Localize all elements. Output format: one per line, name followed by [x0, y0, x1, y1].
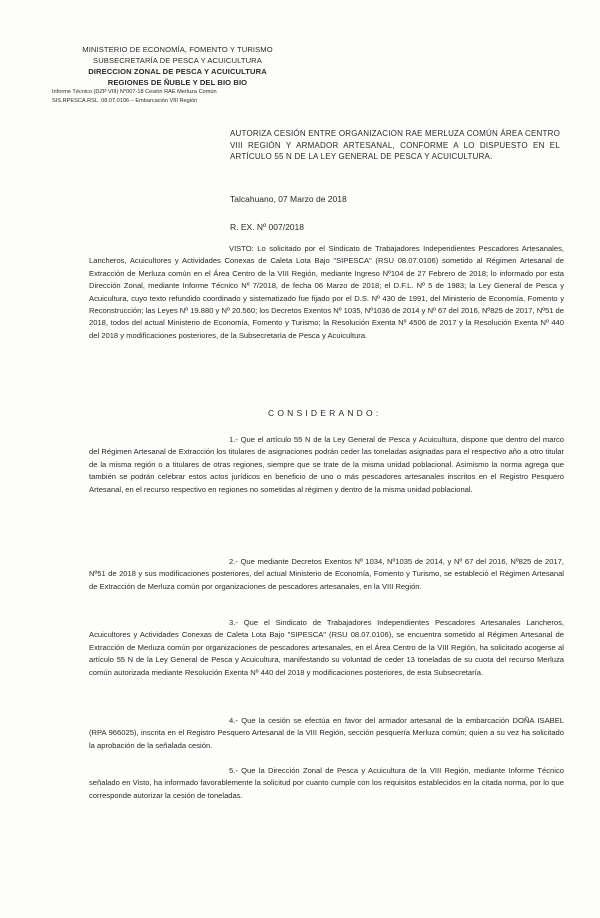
directorate-line: DIRECCION ZONAL DE PESCA Y ACUICULTURA [88, 67, 267, 76]
considerando-paragraph-4: 4.- Que la cesión se efectúa en favor del armador artesanal de la embarcación DOÑA ISABEL (RPA 966025), inscrita en el Registro Pesquero Artesanal de la VIII Región, sección pesquería Merluza común; quien a su vez ha solicitado la aprobación de la señalada cesión. [89, 716, 564, 750]
visto-label: VISTO: [229, 244, 254, 253]
registry-reference: SIS.RPESCA.RSL. 08.07.0106 – Embarcación VIII Región [52, 97, 198, 104]
visto-paragraph [89, 243, 564, 342]
resolution-subject: AUTORIZA CESIÓN ENTRE ORGANIZACION RAE MERLUZA COMÚN ÁREA CENTRO VIII REGIÓN Y ARMADOR ARTESANAL, CONFORME A LO DISPUESTO EN EL ARTÍCULO 55 N DE LA LEY GENERAL DE PESCA Y ACUICULTURA. [230, 129, 560, 161]
visto-text: Lo solicitado por el Sindicato de Trabajadores Independientes Pescadores Artesanales, Lancheros, Acuicultores y Actividades Conexas de Caleta Lota Bajo "SIPESCA" (RSU 08.07.0106) sometido al Régimen Artesanal de Extracción de Merluza común en el Área Centro de la VIII Región, mediante Ingreso Nº104 de 27 Febrero de 2018; lo informado por esta Dirección Zonal, mediante Informe Técnico Nº 7/2018, de fecha 06 Marzo de 2018; el D.F.L. Nº 5 de 1983; la Ley General de Pesca y Acuicultura, cuyo texto refundido coordinado y sistematizado fue fijado por el D.S. Nº 430 de 1991, del Ministerio de Economía, Fomento y Reconstrucción; las Leyes Nº 19.880 y Nº 20.560; los Decretos Exentos Nº 1035, Nº1036 de 2014 y Nº 67 del 2016, Nº825 de 2017, Nº51 de 2018, todos del actual Ministerio de Economía, Fomento y Turismo; la Resolución Exenta Nº 4506 de 2017 y la Resolución Exenta Nº 440 del 2018 y modificaciones posteriores, de la Subsecretaría de Pesca y Acuicultura. [89, 244, 564, 340]
considerando-heading: CONSIDERANDO: [268, 408, 382, 418]
resolution-number: R. EX. Nº 007/2018 [230, 222, 304, 232]
considerando-paragraph-5: 5.- Que la Dirección Zonal de Pesca y Acuicultura de la VIII Región, mediante Informe Técnico señalado en Visto, ha informado favorablemente la solicitud por cuanto cumple con los requisitos establecidos en la citada norma, por lo que corresponde autorizar la cesión de toneladas. [89, 766, 564, 800]
considerando-paragraph-2: 2.- Que mediante Decretos Exentos Nº 1034, Nº1035 de 2014, y Nº 67 del 2016, Nº825 de 2017, Nº51 de 2018 y sus modificaciones posteriores, del actual Ministerio de Economía, Fomento y Turismo, se estableció el Régimen Artesanal de Extracción de Merluza común por organizaciones de pescadores artesanales, en la VIII Región. [89, 557, 564, 591]
date-line: Talcahuano, 07 Marzo de 2018 [230, 194, 347, 204]
considerando-paragraph-1: 1.- Que el artículo 55 N de la Ley General de Pesca y Acuicultura, dispone que dentro del marco del Régimen Artesanal de Extracción los titulares de asignaciones podrán ceder las toneladas asignadas para el respectivo año a otro titular de la misma región o a titulares de otras regiones, siempre que se trate de la misma unidad poblacional. Asimismo la norma agrega que también se podrán celebrar estos actos jurídicos en beneficio de uno o más pescadores artesanales inscritos en el Registro Pesquero Artesanal, en el recurso respectivo en regiones no sometidas al régimen y dentro de la misma unidad poblacional. [89, 435, 564, 494]
letterhead [50, 44, 305, 105]
considerando-paragraph-3: 3.- Que el Sindicato de Trabajadores Independientes Pescadores Artesanales Lancheros, Acuicultores y Actividades Conexas de Caleta Lota Bajo "SIPESCA" (RSU 08.07.0106), se encuentra sometido al Régimen Artesanal de Extracción de Merluza común por organizaciones de pescadores artesanales, en el Área Centro de la VIII Región, ha solicitado acogerse al artículo 55 N de la Ley General de Pesca y Acuicultura, manifestando su voluntad de ceder 13 toneladas de su cuota del recurso Merluza común autorizada mediante Resolución Exenta Nº 440 del 2018 y modificaciones posteriores, de esta Subsecretaría. [89, 618, 564, 677]
ministry-line: MINISTERIO DE ECONOMÍA, FOMENTO Y TURISMO [82, 45, 273, 54]
undersecretariat-line: SUBSECRETARÍA DE PESCA Y ACUICULTURA [93, 56, 262, 65]
report-reference: Informe Técnico (DZP VIII) N°007-18 Cesión RAE Merluza Común [52, 89, 217, 95]
regions-line: REGIONES DE ÑUBLE Y DEL BIO BIO [107, 78, 248, 87]
